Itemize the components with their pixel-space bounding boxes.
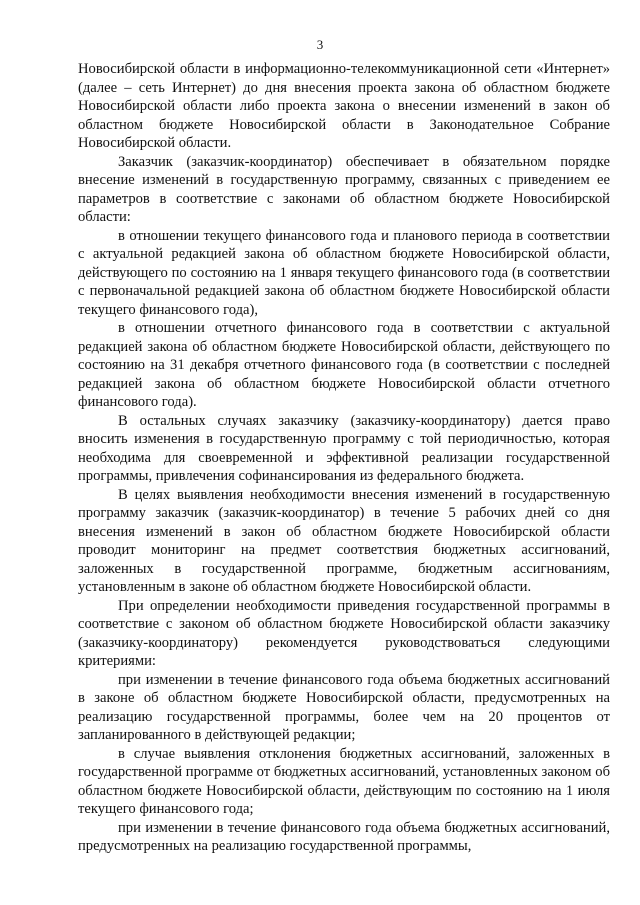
paragraph-criteria-intro: При определении необходимости приведения государственной программы в соответствие с законом об областном бюджете Новосибирской области заказчику (заказчику-координатору) рекомендуется руководствоваться следующими критериями: [78, 597, 610, 669]
paragraph-reporting-year: в отношении отчетного финансового года в соответствии с актуальной редакцией закона об областном бюджете Новосибирской области, действующего по состоянию на 31 декабря отчетного финансового года (в соответствии с последней редакцией закона об областном бюджете Новосибирской области отчетного финансового года). [78, 320, 610, 410]
paragraph-other-cases: В остальных случаях заказчику (заказчику-координатору) дается право вносить изменения в государственную программу с той периодичностью, которая необходима для своевременной и эффективной реализации государственной программы, привлечения софинансирования из федерального бюджета. [78, 412, 610, 484]
page-number: 3 [316, 37, 324, 52]
paragraph-criterion-20-percent: при изменении в течение финансового года объема бюджетных ассигнований в законе об областном бюджете Новосибирской области, предусмотренных на реализацию государственной программы, более чем на 20 процентов от запланированного в действующей редакции; [78, 671, 610, 743]
paragraph-monitoring: В целях выявления необходимости внесения изменений в государственную программу заказчик (заказчик-координатор) в течение 5 рабочих дней со дня внесения изменений в закон об областном бюджете Новосибирской области проводит мониторинг на предмет соответствия бюджетных ассигнований, заложенных в государственной программе, бюджетным ассигнованиям, установленным в законе об областном бюджете Новосибирской области. [78, 486, 610, 595]
document-body [78, 60, 610, 856]
paragraph-current-year: в отношении текущего финансового года и планового периода в соответствии с актуальной редакцией закона об областном бюджете Новосибирской области, действующего по состоянию на 1 января текущего финансового года (в соответствии с первоначальной редакцией закона об областном бюджете Новосибирской области текущего финансового года), [78, 227, 610, 318]
paragraph-criterion-change: при изменении в течение финансового года объема бюджетных ассигнований, предусмотренных на реализацию государственной программы, [78, 819, 610, 854]
paragraph-criterion-deviation: в случае выявления отклонения бюджетных ассигнований, заложенных в государственной программе от бюджетных ассигнований, установленных законом об областном бюджете Новосибирской области, действующим по состоянию на 1 июля текущего финансового года; [78, 745, 610, 817]
paragraph-customer-obligation: Заказчик (заказчик-координатор) обеспечивает в обязательном порядке внесение изменений в государственную программу, связанных с приведением ее параметров в соответствие с законами об областном бюджете Новосибирской области: [78, 153, 610, 225]
paragraph-continuation: Новосибирской области в информационно-телекоммуникационной сети «Интернет» (далее – сеть Интернет) до дня внесения проекта закона об областном бюджете Новосибирской области либо проекта закона о внесении изменений в закон об областном бюджете Новосибирской области в Законодательное Собрание Новосибирской области. [78, 61, 610, 151]
